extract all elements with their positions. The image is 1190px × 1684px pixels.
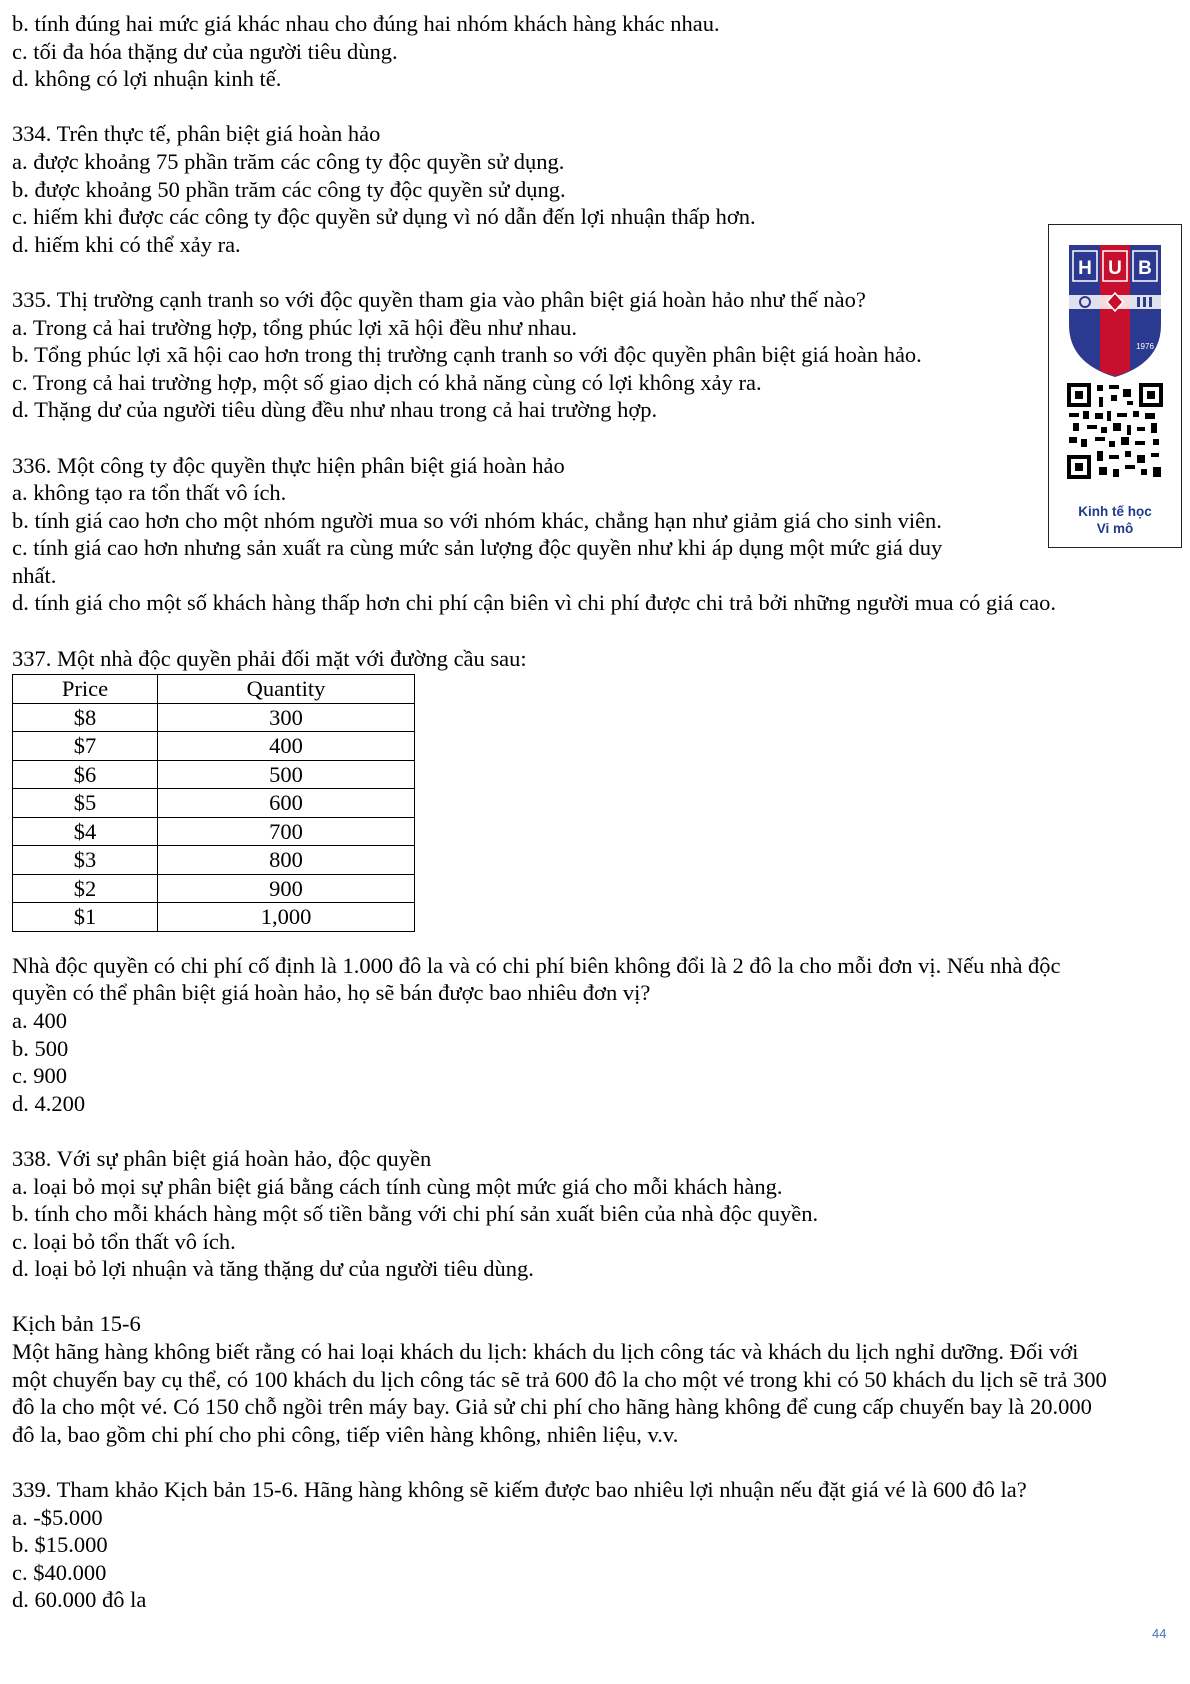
question-336-stem: 336. Một công ty độc quyền thực hiện phân biệt giá hoàn hảo — [12, 452, 565, 478]
quantity-cell: 1,000 — [158, 903, 415, 932]
price-cell: $3 — [13, 846, 158, 875]
question-334-option-d: d. hiếm khi có thể xảy ra. — [12, 231, 241, 257]
question-336-option-d: d. tính giá cho một số khách hàng thấp hơn chi phí cận biên vì chi phí được chi trả bởi những người mua có giá cao. — [12, 590, 1056, 616]
table-header-quantity: Quantity — [158, 675, 415, 704]
question-337-option-b: b. 500 — [12, 1035, 69, 1061]
question-336-option-c-cont: nhất. — [12, 562, 57, 588]
scenario-text: một chuyến bay cụ thể, có 100 khách du lịch công tác sẽ trả 600 đô la cho một vé trong khi có 50 khách du lịch sẽ trả 300 — [12, 1366, 1107, 1392]
table-row — [13, 903, 415, 932]
question-339-option-a: a. -$5.000 — [12, 1504, 103, 1530]
question-339-stem: 339. Tham khảo Kịch bản 15-6. Hãng hàng không sẽ kiếm được bao nhiêu lợi nhuận nếu đặt giá vé là 600 đô la? — [12, 1477, 1027, 1503]
question-339-option-c: c. $40.000 — [12, 1559, 107, 1585]
quantity-cell: 400 — [158, 732, 415, 761]
logo-caption-line2: Vi mô — [1096, 521, 1134, 536]
question-336-option-a: a. không tạo ra tổn thất vô ích. — [12, 480, 287, 506]
question-339-option-b: b. $15.000 — [12, 1532, 108, 1558]
answer-line: d. không có lợi nhuận kinh tế. — [12, 66, 282, 92]
scenario-text: đô la, bao gồm chi phí cho phi công, tiếp viên hàng không, nhiên liệu, v.v. — [12, 1421, 679, 1447]
hub-shield-logo — [1049, 225, 1181, 497]
table-header-row — [13, 675, 415, 704]
question-337-body-cont: quyền có thể phân biệt giá hoàn hảo, họ sẽ bán được bao nhiêu đơn vị? — [12, 980, 651, 1006]
quantity-cell: 800 — [158, 846, 415, 875]
question-335-option-b: b. Tổng phúc lợi xã hội cao hơn trong thị trường cạnh tranh so với độc quyền phân biệt giá hoàn hảo. — [12, 342, 922, 368]
question-335-option-a: a. Trong cả hai trường hợp, tổng phúc lợi xã hội đều như nhau. — [12, 314, 578, 340]
logo-panel — [1048, 224, 1182, 548]
price-cell: $2 — [13, 874, 158, 903]
question-337-option-d: d. 4.200 — [12, 1090, 86, 1116]
question-336-option-b: b. tính giá cao hơn cho một nhóm người mua so với nhóm khác, chẳng hạn như giảm giá cho sinh viên. — [12, 507, 942, 533]
answer-line: b. tính đúng hai mức giá khác nhau cho đúng hai nhóm khách hàng khác nhau. — [12, 11, 720, 36]
page-number: 44 — [1152, 1626, 1167, 1641]
question-337-stem: 337. Một nhà độc quyền phải đối mặt với đường cầu sau: — [12, 645, 527, 671]
table-row — [13, 760, 415, 789]
price-cell: $4 — [13, 817, 158, 846]
table-row — [13, 817, 415, 846]
price-cell: $5 — [13, 789, 158, 818]
logo-year: 1976 — [1136, 342, 1154, 351]
scenario-title: Kịch bản 15-6 — [12, 1311, 141, 1337]
quantity-cell: 500 — [158, 760, 415, 789]
answer-line: c. tối đa hóa thặng dư của người tiêu dùng. — [12, 38, 398, 64]
question-338-option-a: a. loại bỏ mọi sự phân biệt giá bằng cách tính cùng một mức giá cho mỗi khách hàng. — [12, 1173, 783, 1199]
logo-caption — [1049, 503, 1181, 537]
price-cell: $6 — [13, 760, 158, 789]
logo-letter-h: H — [1078, 258, 1092, 279]
table-row — [13, 846, 415, 875]
question-334-option-c: c. hiếm khi được các công ty độc quyền sử dụng vì nó dẫn đến lợi nhuận thấp hơn. — [12, 204, 756, 230]
question-338-option-c: c. loại bỏ tổn thất vô ích. — [12, 1228, 236, 1254]
qr-code-icon — [1067, 383, 1163, 479]
question-337-body: Nhà độc quyền có chi phí cố định là 1.000 đô la và có chi phí biên không đổi là 2 đô la cho mỗi đơn vị. Nếu nhà độc — [12, 952, 1061, 978]
document-page — [12, 10, 1178, 1614]
table-row — [13, 703, 415, 732]
scenario-text: Một hãng hàng không biết rằng có hai loại khách du lịch: khách du lịch công tác và khách du lịch nghỉ dưỡng. Đối với — [12, 1339, 1079, 1365]
quantity-cell: 900 — [158, 874, 415, 903]
question-334-option-a: a. được khoảng 75 phần trăm các công ty độc quyền sử dụng. — [12, 148, 565, 174]
price-cell: $8 — [13, 703, 158, 732]
quantity-cell: 600 — [158, 789, 415, 818]
demand-table — [12, 674, 415, 932]
question-336-option-c: c. tính giá cao hơn nhưng sản xuất ra cùng mức sản lượng độc quyền như khi áp dụng một mức giá duy — [12, 535, 943, 561]
table-header-price: Price — [13, 675, 158, 704]
table-row — [13, 874, 415, 903]
question-338-option-d: d. loại bỏ lợi nhuận và tăng thặng dư của người tiêu dùng. — [12, 1256, 534, 1282]
question-339-option-d: d. 60.000 đô la — [12, 1587, 147, 1613]
quantity-cell: 300 — [158, 703, 415, 732]
scenario-text: đô la cho một vé. Có 150 chỗ ngồi trên máy bay. Giả sử chi phí cho hãng hàng không để cung cấp chuyến bay là 20.000 — [12, 1394, 1092, 1420]
question-335-option-d: d. Thặng dư của người tiêu dùng đều như nhau trong cả hai trường hợp. — [12, 397, 658, 423]
question-337-option-a: a. 400 — [12, 1007, 67, 1033]
quantity-cell: 700 — [158, 817, 415, 846]
logo-letter-u: U — [1108, 258, 1122, 279]
question-338-option-b: b. tính cho mỗi khách hàng một số tiền bằng với chi phí sản xuất biên của nhà độc quyền. — [12, 1201, 819, 1227]
price-cell: $1 — [13, 903, 158, 932]
question-334-stem: 334. Trên thực tế, phân biệt giá hoàn hảo — [12, 121, 381, 147]
table-row — [13, 789, 415, 818]
question-335-stem: 335. Thị trường cạnh tranh so với độc quyền tham gia vào phân biệt giá hoàn hảo như thế nào? — [12, 286, 866, 312]
question-338-stem: 338. Với sự phân biệt giá hoàn hảo, độc quyền — [12, 1145, 432, 1171]
question-337-option-c: c. 900 — [12, 1063, 67, 1089]
logo-letter-b: B — [1138, 258, 1152, 279]
logo-caption-line1: Kinh tế học — [1078, 504, 1152, 519]
price-cell: $7 — [13, 732, 158, 761]
table-row — [13, 732, 415, 761]
question-335-option-c: c. Trong cả hai trường hợp, một số giao dịch có khả năng cùng có lợi không xảy ra. — [12, 369, 762, 395]
question-334-option-b: b. được khoảng 50 phần trăm các công ty độc quyền sử dụng. — [12, 176, 566, 202]
